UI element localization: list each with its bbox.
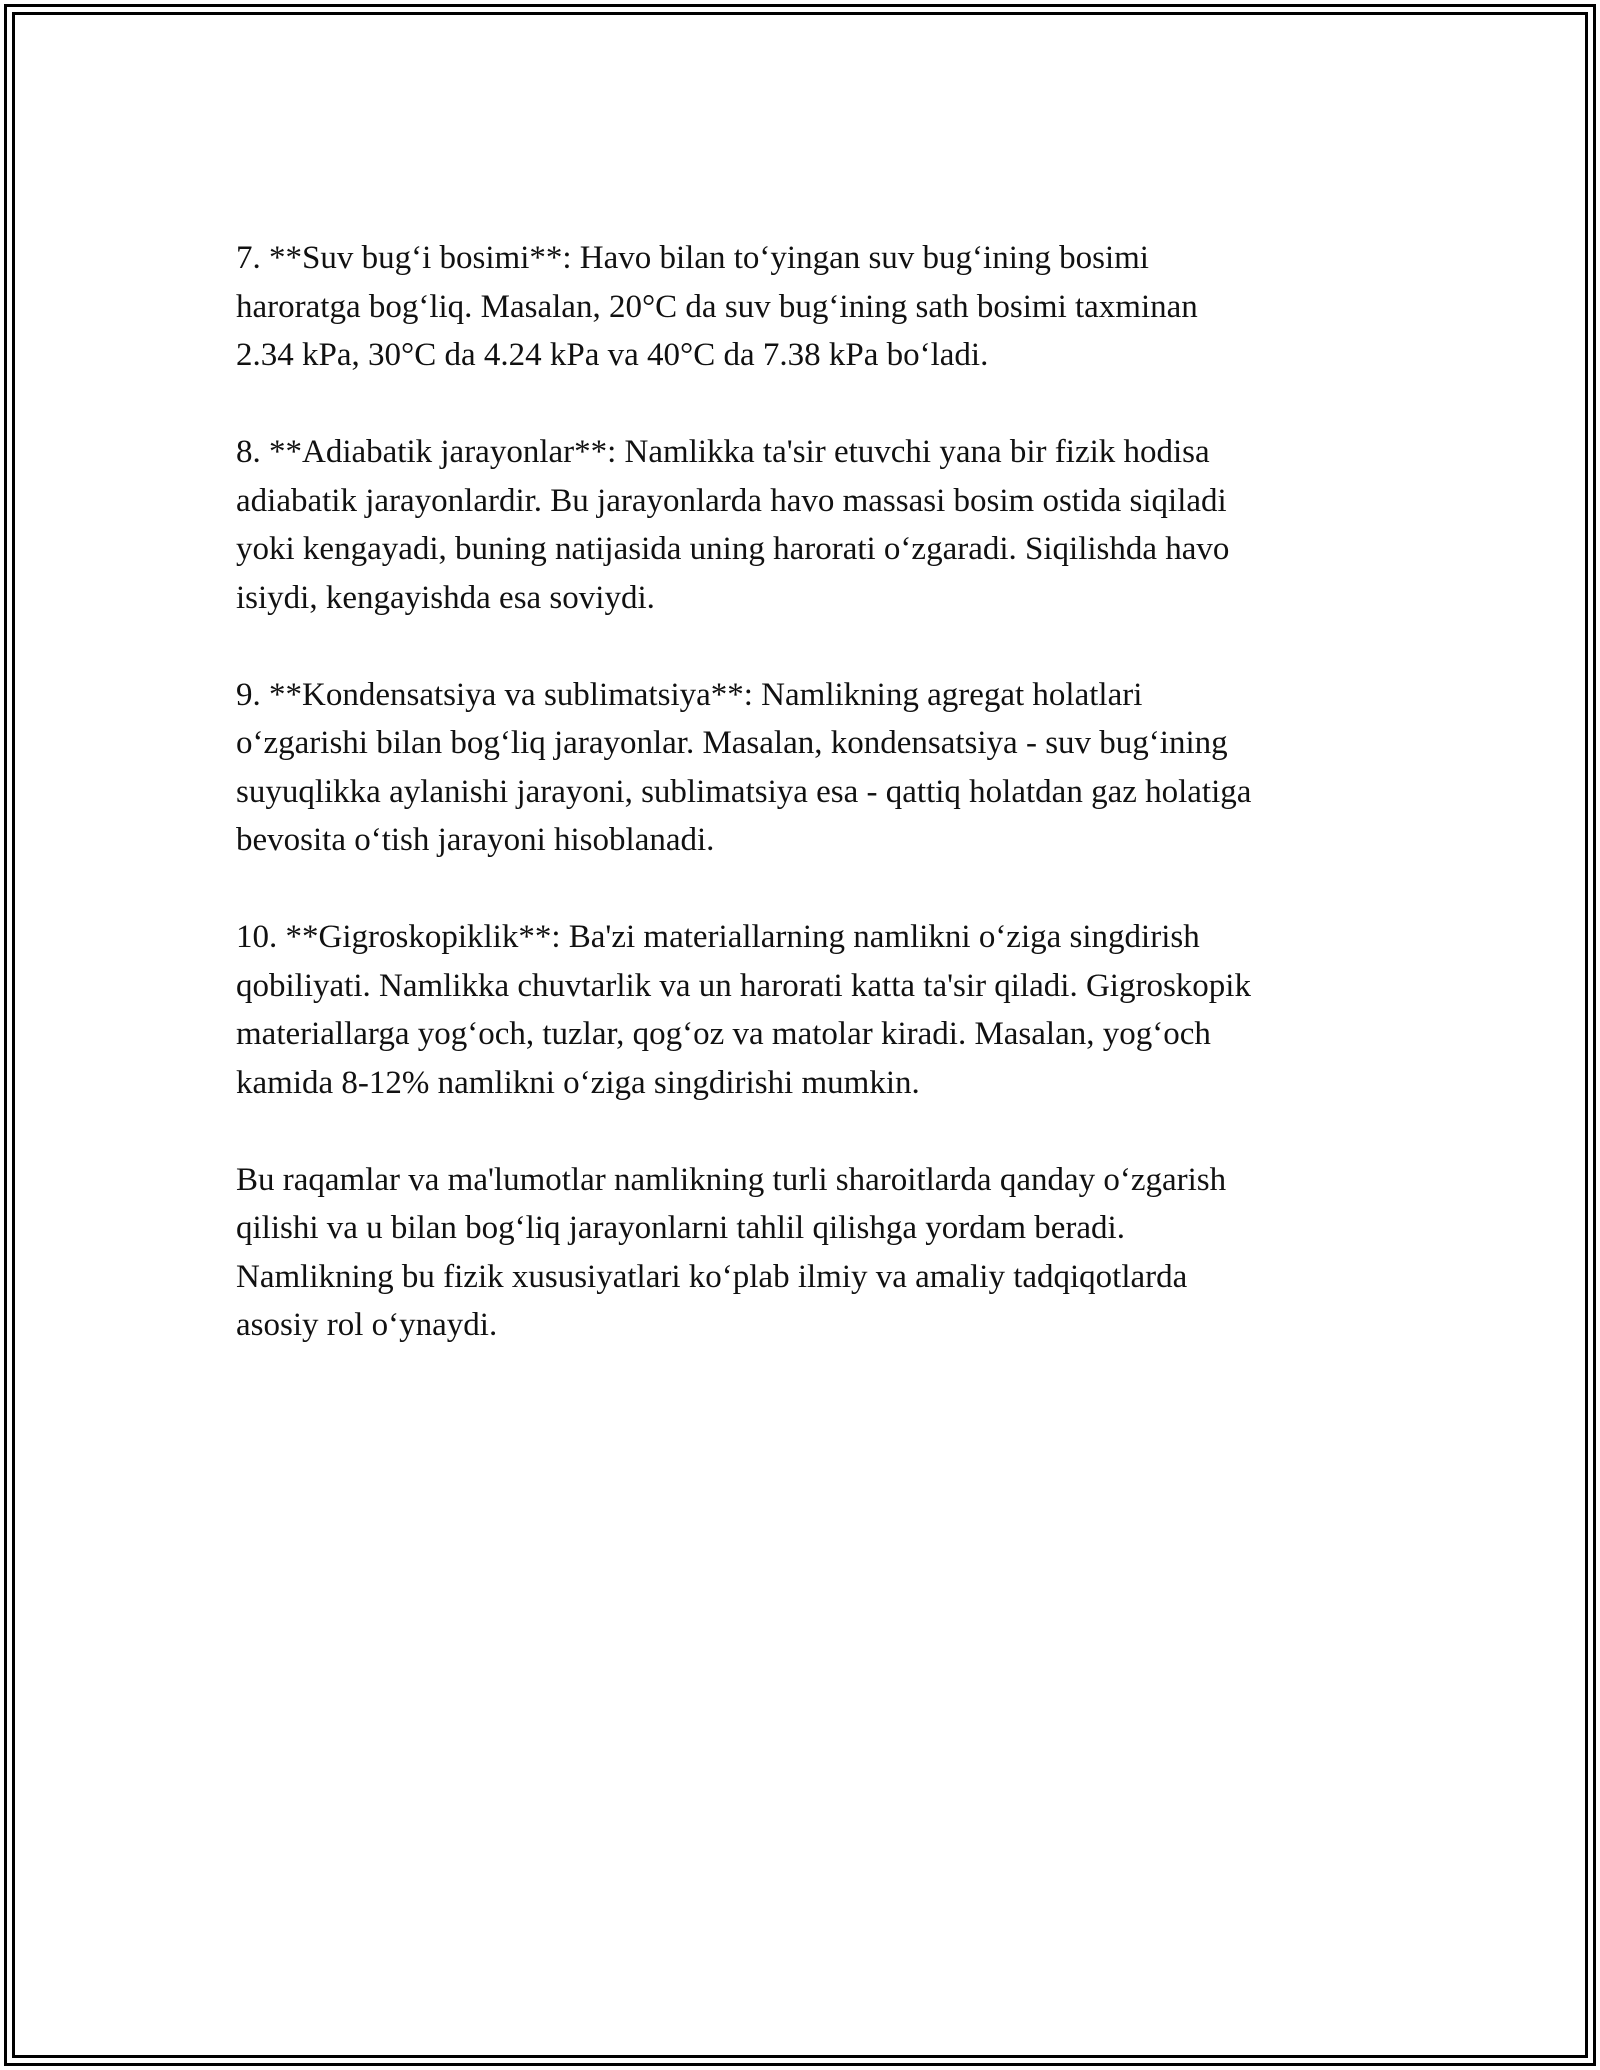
paragraph-item-9: 9. **Kondensatsiya va sublimatsiya**: Namlikning agregat holatlari o‘zgarishi bilan bog‘liq jarayonlar. Masalan, kondensatsiya - suv bug‘ining suyuqlikka aylanishi jarayoni, sublimatsiya esa - qattiq holatdan gaz holatiga bevosita o‘tish jarayoni hisoblanadi. (236, 676, 1252, 858)
document-body (236, 234, 1376, 1350)
paragraph-item-10: 10. **Gigroskopiklik**: Ba'zi materiallarning namlikni o‘ziga singdirish qobiliyati. Namlikka chuvtarlik va un harorati katta ta'sir qiladi. Gigroskopik materiallarga yog‘och, tuzlar, qog‘oz va matolar kiradi. Masalan, yog‘och kamida 8-12% namlikni o‘ziga singdirishi mumkin. (236, 919, 1251, 1101)
paragraph-item-8: 8. **Adiabatik jarayonlar**: Namlikka ta'sir etuvchi yana bir fizik hodisa adiabatik jarayonlardir. Bu jarayonlarda havo massasi bosim ostida siqiladi yoki kengayadi, buning natijasida uning harorati o‘zgaradi. Siqilishda havo isiydi, kengayishda esa soviydi. (236, 434, 1230, 616)
paragraph-item-7: 7. **Suv bug‘i bosimi**: Havo bilan to‘yingan suv bug‘ining bosimi haroratga bog‘liq. Masalan, 20°C da suv bug‘ining sath bosimi taxminan 2.34 kPa, 30°C da 4.24 kPa va 40°C da 7.38 kPa bo‘ladi. (236, 240, 1198, 373)
paragraph-conclusion: Bu raqamlar va ma'lumotlar namlikning turli sharoitlarda qanday o‘zgarish qilishi va u bilan bog‘liq jarayonlarni tahlil qilishga yordam beradi. Namlikning bu fizik xususiyatlari ko‘plab ilmiy va amaliy tadqiqotlarda asosiy rol o‘ynaydi. (236, 1161, 1227, 1343)
